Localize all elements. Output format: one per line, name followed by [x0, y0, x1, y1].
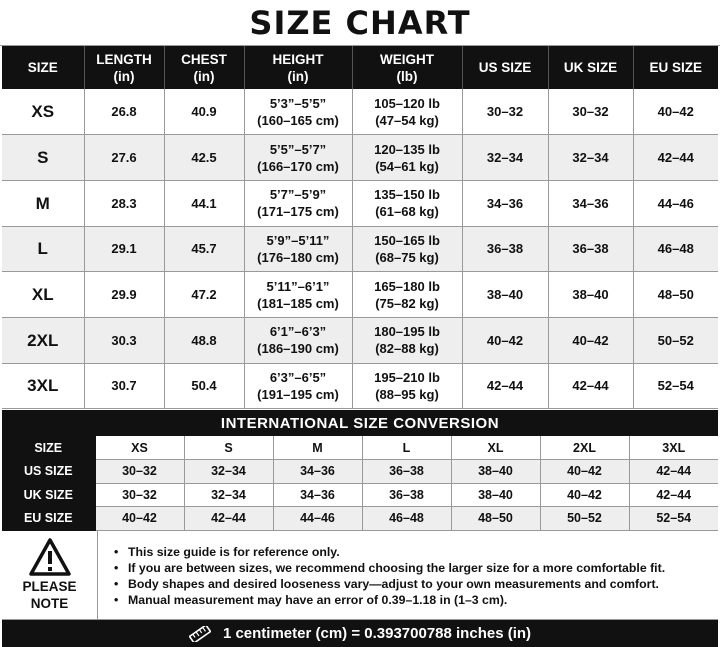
table-row [2, 226, 718, 272]
cell-height-line: (191–195 cm) [257, 386, 339, 402]
conversion-cell: 42–44 [629, 460, 718, 484]
conversion-cell: M [273, 436, 362, 460]
cell-weight-line: (54–61 kg) [375, 158, 439, 174]
cell-height [244, 135, 352, 181]
cell-size: XL [2, 272, 84, 318]
conversion-row [2, 460, 718, 484]
note-label-line1: PLEASE [22, 578, 77, 594]
cell-weight-line: 150–165 lb [374, 232, 440, 248]
cell-length: 30.3 [84, 317, 164, 363]
table-row [2, 180, 718, 226]
cell-weight-line: (88–95 kg) [375, 386, 439, 402]
cell-weight [352, 272, 462, 318]
cell-weight-line: 105–120 lb [374, 95, 440, 111]
cell-size: M [2, 180, 84, 226]
cell-height-line: (186–190 cm) [257, 341, 339, 357]
conversion-cell: 40–42 [540, 460, 629, 484]
column-header-line: WEIGHT [380, 51, 434, 67]
cell-size: L [2, 226, 84, 272]
cell-us: 32–34 [462, 135, 548, 181]
conversion-cell: 48–50 [451, 507, 540, 531]
cell-eu: 48–50 [633, 272, 718, 318]
conversion-table [2, 436, 718, 531]
conversion-cell: 46–48 [362, 507, 451, 531]
cell-height-line: 5’11”–6’1” [266, 278, 330, 294]
conversion-cell: 36–38 [362, 460, 451, 484]
column-header-line: (in) [287, 68, 309, 84]
conversion-cell: 50–52 [540, 507, 629, 531]
cell-weight-line: (47–54 kg) [375, 112, 439, 128]
note-label [22, 578, 76, 612]
cell-height-line: 6’1”–6’3” [269, 324, 327, 340]
column-header [2, 46, 84, 89]
cell-height [244, 180, 352, 226]
cell-eu: 46–48 [633, 226, 718, 272]
cell-height-line: 5’3”–5’5” [269, 95, 327, 111]
column-header [244, 46, 352, 89]
cell-height-line: (181–185 cm) [257, 295, 339, 311]
cell-chest: 40.9 [164, 89, 244, 135]
column-header-line: (in) [113, 68, 135, 84]
conversion-cell: 42–44 [629, 483, 718, 507]
cell-size: 3XL [2, 363, 84, 409]
cell-us: 38–40 [462, 272, 548, 318]
cell-height [244, 226, 352, 272]
cell-eu: 50–52 [633, 317, 718, 363]
note-list [98, 530, 665, 619]
note-item: • Manual measurement may have an error of 0.39–1.18 in (1–3 cm). [114, 592, 665, 608]
size-chart-header-row [2, 46, 718, 89]
cell-height-line: (176–180 cm) [257, 249, 339, 265]
column-header-line: EU SIZE [649, 60, 702, 75]
conversion-cell: L [362, 436, 451, 460]
cell-uk: 30–32 [548, 89, 633, 135]
conversion-cell: 38–40 [451, 460, 540, 484]
cell-uk: 42–44 [548, 363, 633, 409]
conversion-cell: 40–42 [540, 483, 629, 507]
cell-weight [352, 226, 462, 272]
conversion-cell: 34–36 [273, 483, 362, 507]
cell-chest: 42.5 [164, 135, 244, 181]
conversion-row-label: US SIZE [2, 460, 95, 484]
cell-chest: 48.8 [164, 317, 244, 363]
cell-us: 40–42 [462, 317, 548, 363]
conversion-cell: 3XL [629, 436, 718, 460]
conversion-cell: 30–32 [95, 483, 184, 507]
note-item: • Body shapes and desired looseness vary—adjust to your own measurements and comfort. [114, 576, 665, 592]
cell-height [244, 317, 352, 363]
cell-uk: 34–36 [548, 180, 633, 226]
cell-eu: 40–42 [633, 89, 718, 135]
column-header [633, 46, 718, 89]
cell-chest: 47.2 [164, 272, 244, 318]
note-label-box [2, 530, 98, 619]
conversion-row [2, 483, 718, 507]
unit-conversion-footer [2, 620, 718, 647]
cell-chest: 50.4 [164, 363, 244, 409]
conversion-cell: 36–38 [362, 483, 451, 507]
cell-chest: 44.1 [164, 180, 244, 226]
cell-weight-line: 120–135 lb [374, 141, 440, 157]
column-header-line: UK SIZE [563, 60, 618, 75]
conversion-row [2, 436, 718, 460]
cell-length: 29.9 [84, 272, 164, 318]
note-item: • If you are between sizes, we recommend choosing the larger size for a more comfortable fit. [114, 560, 665, 576]
cell-size: 2XL [2, 317, 84, 363]
cell-weight [352, 363, 462, 409]
table-row [2, 272, 718, 318]
ruler-icon [189, 626, 211, 642]
cell-height-line: 5’9”–5’11” [266, 232, 330, 248]
cell-weight-line: 165–180 lb [374, 278, 440, 294]
cell-eu: 44–46 [633, 180, 718, 226]
conversion-cell: 30–32 [95, 460, 184, 484]
size-chart-table [2, 46, 718, 409]
warning-icon [29, 538, 71, 576]
cell-height-line: 6’3”–6’5” [269, 369, 327, 385]
column-header-line: HEIGHT [272, 51, 324, 67]
note-label-line2: NOTE [30, 595, 69, 611]
conversion-title: INTERNATIONAL SIZE CONVERSION [2, 410, 718, 436]
column-header-line: (in) [193, 68, 215, 84]
cell-length: 28.3 [84, 180, 164, 226]
column-header-line: LENGTH [96, 51, 152, 67]
column-header-line: US SIZE [478, 60, 532, 75]
conversion-row [2, 507, 718, 531]
table-row [2, 317, 718, 363]
note-item: • This size guide is for reference only. [114, 544, 665, 560]
cell-weight-line: 180–195 lb [374, 324, 440, 340]
footer-text: 1 centimeter (cm) = 0.393700788 inches (in) [222, 625, 532, 642]
conversion-cell: 38–40 [451, 483, 540, 507]
conversion-cell: 34–36 [273, 460, 362, 484]
note-section [2, 530, 718, 620]
cell-height-line: (171–175 cm) [257, 204, 339, 220]
column-header-line: (lb) [396, 68, 418, 84]
cell-height-line: (160–165 cm) [257, 112, 339, 128]
cell-size: XS [2, 89, 84, 135]
conversion-cell: XL [451, 436, 540, 460]
cell-height-line: 5’7”–5’9” [269, 187, 327, 203]
conversion-cell: 42–44 [184, 507, 273, 531]
conversion-row-label: EU SIZE [2, 507, 95, 531]
cell-eu: 42–44 [633, 135, 718, 181]
cell-weight [352, 317, 462, 363]
conversion-row-label: SIZE [2, 436, 95, 460]
cell-weight-line: (68–75 kg) [375, 249, 439, 265]
conversion-cell: XS [95, 436, 184, 460]
cell-weight-line: 195–210 lb [374, 369, 440, 385]
cell-weight-line: (75–82 kg) [375, 295, 439, 311]
cell-height [244, 89, 352, 135]
cell-size: S [2, 135, 84, 181]
cell-height [244, 363, 352, 409]
conversion-cell: 2XL [540, 436, 629, 460]
cell-length: 26.8 [84, 89, 164, 135]
cell-us: 36–38 [462, 226, 548, 272]
cell-length: 30.7 [84, 363, 164, 409]
conversion-cell: 44–46 [273, 507, 362, 531]
cell-length: 29.1 [84, 226, 164, 272]
cell-weight-line: 135–150 lb [374, 187, 440, 203]
conversion-cell: S [184, 436, 273, 460]
cell-weight [352, 135, 462, 181]
cell-height [244, 272, 352, 318]
table-row [2, 89, 718, 135]
conversion-cell: 32–34 [184, 483, 273, 507]
cell-weight-line: (82–88 kg) [375, 341, 439, 357]
cell-uk: 38–40 [548, 272, 633, 318]
conversion-cell: 32–34 [184, 460, 273, 484]
cell-uk: 40–42 [548, 317, 633, 363]
column-header [164, 46, 244, 89]
cell-weight [352, 89, 462, 135]
conversion-row-label: UK SIZE [2, 483, 95, 507]
cell-chest: 45.7 [164, 226, 244, 272]
cell-uk: 36–38 [548, 226, 633, 272]
cell-eu: 52–54 [633, 363, 718, 409]
column-header-line: SIZE [27, 60, 58, 75]
cell-us: 34–36 [462, 180, 548, 226]
cell-height-line: 5’5”–5’7” [269, 141, 327, 157]
column-header-line: CHEST [181, 51, 227, 67]
cell-us: 30–32 [462, 89, 548, 135]
conversion-cell: 52–54 [629, 507, 718, 531]
cell-us: 42–44 [462, 363, 548, 409]
cell-height-line: (166–170 cm) [257, 158, 339, 174]
table-row [2, 135, 718, 181]
column-header [84, 46, 164, 89]
table-row [2, 363, 718, 409]
page-title: SIZE CHART [0, 0, 720, 46]
cell-weight [352, 180, 462, 226]
column-header [462, 46, 548, 89]
cell-weight-line: (61–68 kg) [375, 204, 439, 220]
conversion-cell: 40–42 [95, 507, 184, 531]
column-header [352, 46, 462, 89]
cell-uk: 32–34 [548, 135, 633, 181]
cell-length: 27.6 [84, 135, 164, 181]
column-header [548, 46, 633, 89]
